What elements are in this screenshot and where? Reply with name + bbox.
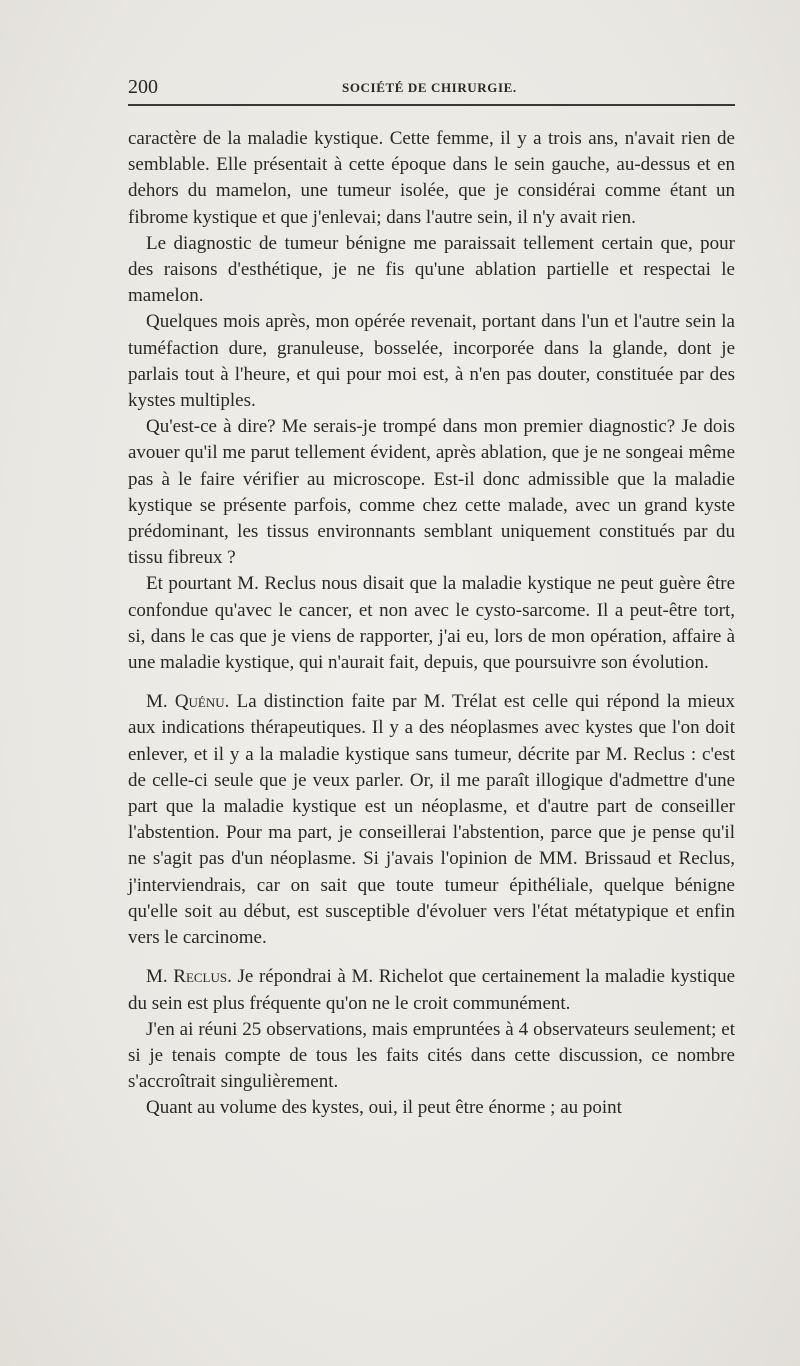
paragraph-4 [128,414,735,571]
paragraph-8 [128,1017,735,1096]
paragraph-2-text: Le diagnostic de tumeur bénigne me paraissait tellement certain que, pour des raisons d'esthétique, je ne fis qu'une ablation partielle et respectai le mamelon. [128,232,735,307]
paragraph-8-text: J'en ai réuni 25 observations, mais empruntées à 4 observateurs seulement; et si je tenais compte de tous les faits cités dans cette discussion, ce nombre s'accroîtrait singulièrement. [128,1018,735,1093]
paragraph-1-text: caractère de la maladie kystique. Cette femme, il y a trois ans, n'avait rien de semblable. Elle présentait à cette époque dans le sein gauche, au-dessus et en dehors du mamelon, une tumeur isolée, que je considérai comme étant un fibrome kystique et que j'enlevai; dans l'autre sein, il n'y avait rien. [128,128,735,228]
paragraph-6 [128,689,735,951]
page-header [128,74,736,100]
paragraph-3-text: Quelques mois après, mon opérée revenait, portant dans l'un et l'autre sein la tuméfaction dure, granuleuse, bosselée, incorporée dans la glande, dont je parlais tout à l'heure, et qui pour moi est, à n'en pas douter, constituée par des kystes multiples. [128,311,735,412]
paragraph-5 [128,571,735,676]
paragraph-2 [128,231,735,310]
paragraph-6-text: La distinction faite par M. Trélat est celle qui répond la mieux aux indications thérapeutiques. Il y a des néoplasmes avec kystes que l'on doit enlever, et il y a la maladie kystique sans tumeur, décrite par M. Reclus : c'est de celle-ci seule que je veux parler. Or, il me paraît illogique d'admettre d'une part que la maladie kystique est un néoplasme, et d'autre part de conseiller l'abstention. Pour ma part, je conseillerai l'abstention, parce que je pense qu'il ne s'agit pas d'un néoplasme. Si j'avais l'opinion de MM. Brissaud et Reclus, j'interviendrais, car on sait que toute tumeur épithéliale, quelque bénigne qu'elle soit au début, est susceptible d'évoluer vers l'état métatypique et enfin vers le carcinome. [128,691,736,949]
paragraph-9 [128,1095,735,1121]
page-number: 200 [128,76,158,98]
header-rule [128,104,735,106]
paragraph-7 [128,964,735,1016]
paragraph-1 [128,126,735,231]
paragraph-9-text: Quant au volume des kystes, oui, il peut être énorme ; au point [146,1097,622,1119]
body-text [128,126,735,1122]
paragraph-5-text: Et pourtant M. Reclus nous disait que la maladie kystique ne peut guère être confondue qu'avec le cancer, et non avec le cysto-sarcome. Il a peut-être tort, si, dans le cas que je viens de rapporter, j'ai eu, lors de mon opération, affaire à une maladie kystique, qui n'aurait fait, depuis, que poursuivre son évolution. [128,573,735,674]
speaker-name: M. Quénu. [146,691,230,713]
running-title: SOCIÉTÉ DE CHIRURGIE. [342,80,517,95]
paragraph-4-text: Qu'est-ce à dire? Me serais-je trompé dans mon premier diagnostic? Je dois avouer qu'il me parut tellement évident, après ablation, que je ne songeai même pas à le faire vérifier au microscope. Est-il donc admissible que la maladie kystique se présente parfois, comme chez cette malade, avec un grand kyste prédominant, les tissus environnants semblant uniquement constitués par du tissu fibreux ? [128,416,735,569]
paragraph-3 [128,309,735,414]
speaker-name: M. Reclus. [146,966,232,988]
paragraph-7-text: Je répondrai à M. Richelot que certainement la maladie kystique du sein est plus fréquente qu'on ne le croit communément. [128,966,736,1014]
